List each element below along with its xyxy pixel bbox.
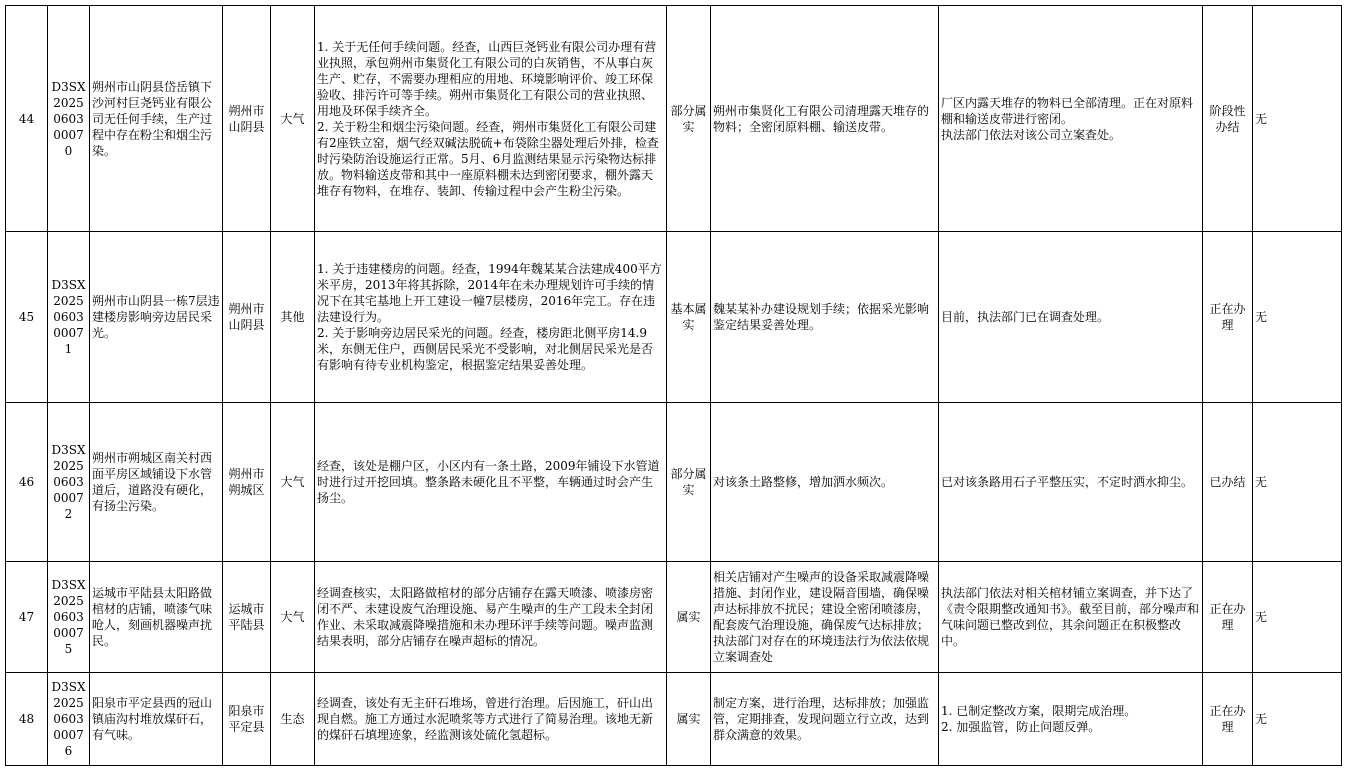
region: 朔州市山阴县 [223,232,271,403]
case-status: 正在办理 [1203,562,1253,673]
investigation-result: 1. 关于违建楼房的问题。经查，1994年魏某某合法建成400平方米平房，2013年将其拆除，2014年在未办理规划许可手续的情况下在其宅基地上开工建设一幢7层楼房，2016年完工。存在违法建设行为。 2. 关于影响旁边居民采光的问题。经查，楼房距北侧平房14.9米，东侧无住户，西侧居民采光不受影响，对北侧居民采光是否有影响有待专业机构鉴定，根据鉴定结果妥善处理。 [315,232,667,403]
complaint-content: 运城市平陆县太阳路做棺材的店铺，喷漆气味呛人，刻画机器噪声扰民。 [90,562,223,673]
complaint-content: 朔州市山阴县一栋7层违建楼房影响旁边居民采光。 [90,232,223,403]
accountability: 无 [1253,673,1342,766]
verdict: 基本属实 [667,232,711,403]
accountability: 无 [1253,6,1342,232]
accountability: 无 [1253,562,1342,673]
case-code: D3SX2025060300075 [48,562,90,673]
verdict: 部分属实 [667,403,711,562]
pollution-type: 大气 [271,6,315,232]
accountability: 无 [1253,232,1342,403]
rectification-status: 目前，执法部门已在调查处理。 [939,232,1203,403]
region: 朔州市山阴县 [223,6,271,232]
region: 朔州市朔城区 [223,403,271,562]
investigation-result: 经调查核实，太阳路做棺材的部分店铺存在露天喷漆、喷漆房密闭不严、未建设废气治理设施、易产生噪声的生产工段未全封闭作业、未采取减震降噪措施和未办理环评手续等问题。噪声监测结果表明，部分店铺存在噪声超标的情况。 [315,562,667,673]
handling-opinion: 朔州市集贤化工有限公司清理露天堆存的物料；全密闭原料棚、输送皮带。 [711,6,939,232]
row-number: 48 [6,673,48,766]
handling-opinion: 魏某某补办建设规划手续；依据采光影响鉴定结果妥善处理。 [711,232,939,403]
investigation-result: 经查，该处是棚户区，小区内有一条土路，2009年铺设下水管道时进行过开挖回填。整条路未硬化且不平整，车辆通过时会产生扬尘。 [315,403,667,562]
row-number: 44 [6,6,48,232]
table-row [6,562,1342,673]
investigation-result: 经调查，该处有无主矸石堆场，曾进行治理。后因施工，矸山出现自燃。施工方通过水泥喷浆等方式进行了简易治理。该地无新的煤矸石填埋迹象，经监测该处硫化氢超标。 [315,673,667,766]
verdict: 部分属实 [667,6,711,232]
complaint-content: 阳泉市平定县西的冠山镇庙沟村堆放煤矸石，有气味。 [90,673,223,766]
region: 阳泉市平定县 [223,673,271,766]
handling-opinion: 相关店铺对产生噪声的设备采取减震降噪措施、封闭作业，建设隔音围墙，确保噪声达标排放不扰民；建设全密闭喷漆房，配套废气治理设施，确保废气达标排放；执法部门对存在的环境违法行为依法依规立案调查处 [711,562,939,673]
pollution-type: 大气 [271,562,315,673]
handling-opinion: 制定方案，进行治理，达标排放；加强监管，定期排查，发现问题立行立改，达到群众满意的效果。 [711,673,939,766]
rectification-status: 执法部门依法对相关棺材铺立案调查，并下达了《责令限期整改通知书》。截至目前，部分噪声和气味问题已整改到位，其余问题正在积极整改中。 [939,562,1203,673]
pollution-type: 生态 [271,673,315,766]
table-row [6,6,1342,232]
verdict: 属实 [667,673,711,766]
row-number: 45 [6,232,48,403]
case-status: 阶段性办结 [1203,6,1253,232]
case-code: D3SX2025060300072 [48,403,90,562]
region: 运城市平陆县 [223,562,271,673]
petition-table [5,5,1342,766]
pollution-type: 大气 [271,403,315,562]
table-row [6,232,1342,403]
case-code: D3SX2025060300071 [48,232,90,403]
table-row [6,673,1342,766]
case-status: 正在办理 [1203,673,1253,766]
rectification-status: 厂区内露天堆存的物料已全部清理。正在对原料棚和输送皮带进行密闭。 执法部门依法对该公司立案查处。 [939,6,1203,232]
verdict: 属实 [667,562,711,673]
case-code: D3SX2025060300076 [48,673,90,766]
pollution-type: 其他 [271,232,315,403]
case-status: 正在办理 [1203,232,1253,403]
rectification-status: 1. 已制定整改方案，限期完成治理。 2. 加强监管，防止问题反弹。 [939,673,1203,766]
handling-opinion: 对该条土路整修，增加洒水频次。 [711,403,939,562]
rectification-status: 已对该条路用石子平整压实，不定时洒水抑尘。 [939,403,1203,562]
case-code: D3SX2025060300070 [48,6,90,232]
table-row [6,403,1342,562]
case-status: 已办结 [1203,403,1253,562]
complaint-content: 朔州市朔城区南关村西面平房区域铺设下水管道后，道路没有硬化，有扬尘污染。 [90,403,223,562]
investigation-result: 1. 关于无任何手续问题。经查，山西巨尧钙业有限公司办理有营业执照，承包朔州市集贤化工有限公司的白灰销售，不从事白灰生产、贮存，不需要办理相应的用地、环境影响评价、竣工环保验收、排污许可等手续。朔州市集贤化工有限公司的营业执照、用地及环保手续齐全。 2. 关于粉尘和烟尘污染问题。经查，朔州市集贤化工有限公司建有2座铁立窑，烟气经双碱法脱硫+布袋除尘器处理后外排，检查时污染防治设施运行正常。5月、6月监测结果显示污染物达标排放。物料输送皮带和其中一座原料棚未达到密闭要求，棚外露天堆存有物料，在堆存、装卸、传输过程中会产生粉尘污染。 [315,6,667,232]
accountability: 无 [1253,403,1342,562]
row-number: 46 [6,403,48,562]
complaint-content: 朔州市山阴县岱岳镇下沙河村巨尧钙业有限公司无任何手续，生产过程中存在粉尘和烟尘污染。 [90,6,223,232]
row-number: 47 [6,562,48,673]
